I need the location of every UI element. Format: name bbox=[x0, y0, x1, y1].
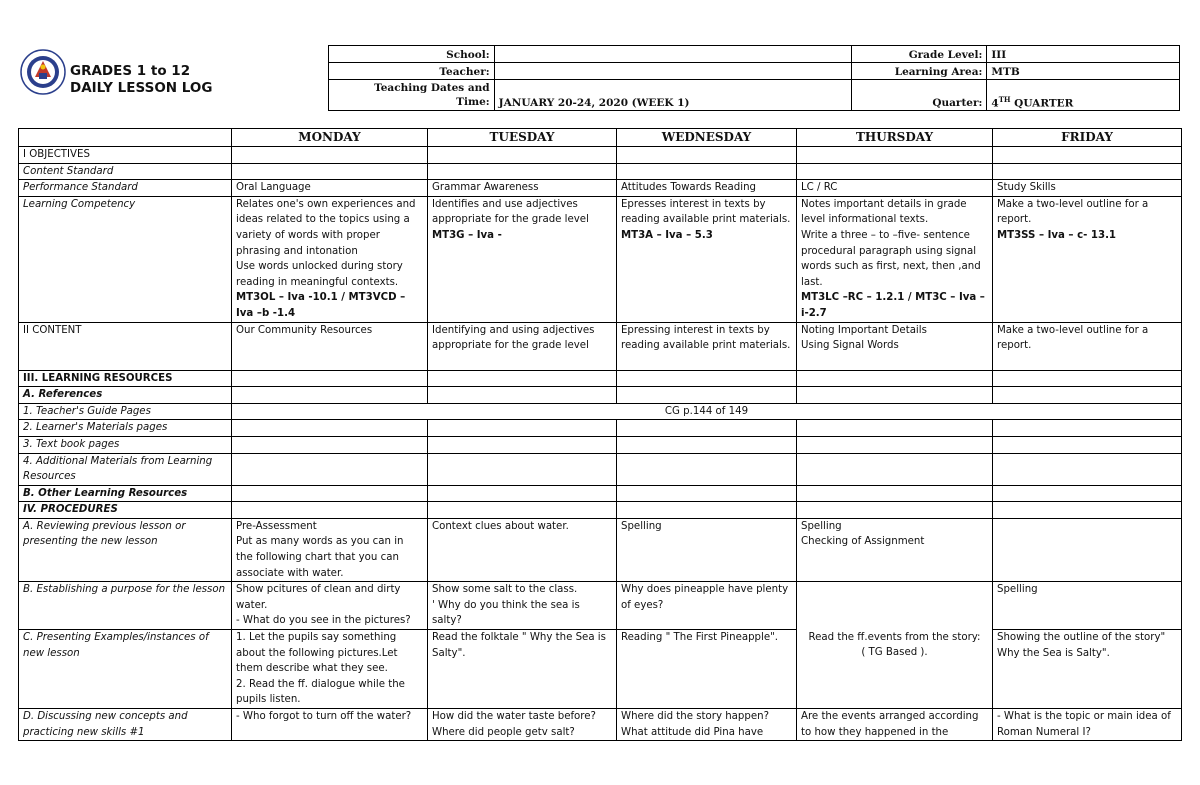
table-row bbox=[19, 163, 1182, 180]
proc-b-wed: Why does pineapple have plenty of eyes? bbox=[617, 582, 797, 630]
proc-c-mon-1: 1. Let the pupils say something about the following pictures.Let them describe what they see. bbox=[236, 632, 398, 675]
proc-c-tue: Read the folktale " Why the Sea is Salty". bbox=[428, 630, 617, 709]
proc-b-mon-1: Show pcitures of clean and dirty water. bbox=[236, 584, 401, 611]
info-table bbox=[328, 45, 1180, 111]
grade-label: Grade Level: bbox=[851, 46, 987, 63]
quarter-word: QUARTER bbox=[1010, 97, 1074, 109]
proc-c-label: C. Presenting Examples/instances of new lesson bbox=[19, 630, 232, 709]
corner-cell bbox=[19, 129, 232, 147]
perf-fri: Study Skills bbox=[993, 180, 1182, 197]
lc-tue-text: Identifies and use adjectives appropriate for the grade level bbox=[432, 198, 589, 226]
proc-c-fri-1: Showing the outline of the story" bbox=[997, 632, 1166, 644]
proc-d-wed bbox=[617, 709, 797, 741]
perf-thu: LC / RC bbox=[797, 180, 993, 197]
proc-b-tue bbox=[428, 582, 617, 630]
table-row bbox=[19, 630, 1182, 709]
proc-a-mon bbox=[232, 518, 428, 581]
area-value: MTB bbox=[987, 63, 1180, 80]
table-row bbox=[19, 485, 1182, 502]
dates-label-line-2: Time: bbox=[456, 96, 490, 108]
lc-wed-code: MT3A – Iva – 5.3 bbox=[621, 229, 713, 241]
proc-a-thu bbox=[797, 518, 993, 581]
lm-pages-label: 2. Learner's Materials pages bbox=[19, 420, 232, 437]
proc-b-tue-1: Show some salt to the class. bbox=[432, 584, 578, 596]
lc-mon-text-2: Use words unlocked during story reading in meaningful contexts. bbox=[236, 261, 403, 288]
table-row bbox=[19, 436, 1182, 453]
proc-d-thu: Are the events arranged according to how they happened in the bbox=[797, 709, 993, 741]
quarter-value bbox=[987, 80, 1180, 111]
lc-mon-text-1: Relates one's own experiences and ideas related to the topics using a variety of words with proper phrasing and intonation bbox=[236, 198, 416, 257]
table-row bbox=[19, 322, 1182, 370]
table-row bbox=[19, 420, 1182, 437]
lc-thu bbox=[797, 196, 993, 322]
grade-value: III bbox=[987, 46, 1180, 63]
lc-wed bbox=[617, 196, 797, 322]
deped-seal-icon bbox=[20, 49, 66, 95]
document-title bbox=[70, 63, 212, 97]
dates-label-line-1: Teaching Dates and bbox=[374, 82, 490, 94]
proc-a-label: A. Reviewing previous lesson or presenting the new lesson bbox=[19, 518, 232, 581]
lc-thu-text-1: Notes important details in grade level informational texts. bbox=[801, 198, 967, 226]
teacher-value bbox=[494, 63, 851, 80]
perf-wed: Attitudes Towards Reading bbox=[617, 180, 797, 197]
proc-a-mon-1: Pre-Assessment bbox=[236, 520, 317, 532]
proc-a-fri bbox=[993, 518, 1182, 581]
content-wed: Epressing interest in texts by reading available print materials. bbox=[617, 322, 797, 370]
lc-thu-text-2: Write a three – to –five- sentence procedural paragraph using signal words such as first, next, then ,and last. bbox=[801, 229, 981, 288]
lc-mon-code: MT3OL – Iva -10.1 / MT3VCD – Iva –b -1.4 bbox=[236, 292, 406, 319]
proc-a-thu-2: Checking of Assignment bbox=[801, 536, 925, 548]
proc-d-fri: - What is the topic or main idea of Roman Numeral I? bbox=[993, 709, 1182, 741]
lesson-log-page bbox=[18, 45, 1181, 738]
learning-resources-label: III. LEARNING RESOURCES bbox=[19, 370, 232, 387]
content-thu-2: Using Signal Words bbox=[801, 340, 899, 352]
additional-materials-label: 4. Additional Materials from Learning Resources bbox=[19, 453, 232, 485]
proc-d-wed-2: What attitude did Pina have bbox=[621, 726, 764, 738]
proc-c-wed: Reading " The First Pineapple". bbox=[617, 630, 797, 709]
lc-tue-code: MT3G – Iva - bbox=[432, 229, 502, 241]
quarter-num: 4 bbox=[991, 97, 999, 109]
learning-competency-label: Learning Competency bbox=[19, 196, 232, 322]
proc-b-mon bbox=[232, 582, 428, 630]
proc-bc-thu bbox=[797, 582, 993, 709]
table-row bbox=[19, 196, 1182, 322]
proc-d-label: D. Discussing new concepts and practicing new skills #1 bbox=[19, 709, 232, 741]
table-row bbox=[19, 180, 1182, 197]
quarter-label: Quarter: bbox=[851, 80, 987, 111]
content-thu bbox=[797, 322, 993, 370]
table-row bbox=[19, 147, 1182, 164]
content-standard-label: Content Standard bbox=[19, 163, 232, 180]
proc-d-tue-1: How did the water taste before? bbox=[432, 711, 596, 722]
proc-d-tue bbox=[428, 709, 617, 741]
day-tuesday: TUESDAY bbox=[428, 129, 617, 147]
lc-fri-code: MT3SS – Iva – c- 13.1 bbox=[997, 229, 1117, 241]
proc-c-thu-1: Read the ff.events from the story: bbox=[808, 631, 981, 643]
title-line-2: DAILY LESSON LOG bbox=[70, 80, 213, 96]
day-wednesday: WEDNESDAY bbox=[617, 129, 797, 147]
dates-label bbox=[329, 80, 495, 111]
lc-thu-code: MT3LC –RC – 1.2.1 / MT3C – Iva – i-2.7 bbox=[801, 292, 985, 319]
other-resources-label: B. Other Learning Resources bbox=[19, 485, 232, 502]
table-row bbox=[19, 582, 1182, 630]
proc-b-label: B. Establishing a purpose for the lesson bbox=[19, 582, 232, 630]
procedures-label: IV. PROCEDURES bbox=[19, 502, 232, 519]
proc-c-thu-2: ( TG Based ). bbox=[861, 647, 928, 659]
proc-c-fri bbox=[993, 630, 1182, 709]
quarter-sup: TH bbox=[998, 94, 1011, 104]
school-label: School: bbox=[329, 46, 495, 63]
lc-wed-text: Epresses interest in texts by reading available print materials. bbox=[621, 198, 791, 226]
lc-mon bbox=[232, 196, 428, 322]
tg-pages-label: 1. Teacher's Guide Pages bbox=[19, 403, 232, 420]
school-value bbox=[494, 46, 851, 63]
table-row bbox=[19, 403, 1182, 420]
proc-d-wed-1: Where did the story happen? bbox=[621, 711, 769, 722]
proc-c-mon-2: 2. Read the ff. dialogue while the pupils listen. bbox=[236, 678, 405, 706]
table-row bbox=[19, 370, 1182, 387]
table-row bbox=[19, 453, 1182, 485]
references-label: A. References bbox=[19, 387, 232, 404]
proc-a-mon-2: Put as many words as you can in the following chart that you can associate with water. bbox=[236, 536, 404, 579]
proc-a-tue: Context clues about water. bbox=[428, 518, 617, 581]
dates-value: JANUARY 20-24, 2020 (WEEK 1) bbox=[494, 80, 851, 111]
table-row bbox=[19, 387, 1182, 404]
content-tue: Identifying and using adjectives appropriate for the grade level bbox=[428, 322, 617, 370]
table-row bbox=[19, 502, 1182, 519]
proc-b-tue-2: ' Why do you think the sea is salty? bbox=[432, 599, 580, 627]
day-friday: FRIDAY bbox=[993, 129, 1182, 147]
content-mon: Our Community Resources bbox=[232, 322, 428, 370]
proc-d-mon: - Who forgot to turn off the water? bbox=[232, 709, 428, 741]
proc-d-tue-2: Where did people getv salt? bbox=[432, 726, 575, 738]
lc-fri bbox=[993, 196, 1182, 322]
day-header-row bbox=[19, 129, 1182, 147]
teacher-label: Teacher: bbox=[329, 63, 495, 80]
perf-mon: Oral Language bbox=[232, 180, 428, 197]
textbook-pages-label: 3. Text book pages bbox=[19, 436, 232, 453]
proc-c-mon bbox=[232, 630, 428, 709]
proc-b-mon-2: - What do you see in the pictures? bbox=[236, 615, 411, 627]
area-label: Learning Area: bbox=[851, 63, 987, 80]
lc-tue bbox=[428, 196, 617, 322]
day-thursday: THURSDAY bbox=[797, 129, 993, 147]
title-line-1: GRADES 1 to 12 bbox=[70, 63, 191, 79]
header-block bbox=[18, 45, 1180, 111]
proc-c-fri-2: Why the Sea is Salty". bbox=[997, 647, 1110, 659]
content-thu-1: Noting Important Details bbox=[801, 324, 927, 336]
lc-fri-text: Make a two-level outline for a report. bbox=[997, 198, 1149, 226]
content-fri: Make a two-level outline for a report. bbox=[993, 322, 1182, 370]
proc-b-fri: Spelling bbox=[993, 582, 1182, 630]
proc-a-wed: Spelling bbox=[617, 518, 797, 581]
table-row bbox=[19, 518, 1182, 581]
performance-standard-label: Performance Standard bbox=[19, 180, 232, 197]
perf-tue: Grammar Awareness bbox=[428, 180, 617, 197]
objectives-label: I OBJECTIVES bbox=[19, 147, 232, 164]
content-label: II CONTENT bbox=[19, 322, 232, 370]
lesson-table bbox=[18, 128, 1182, 741]
tg-pages-value: CG p.144 of 149 bbox=[232, 403, 1182, 420]
day-monday: MONDAY bbox=[232, 129, 428, 147]
table-row bbox=[19, 709, 1182, 741]
proc-a-thu-1: Spelling bbox=[801, 520, 842, 532]
